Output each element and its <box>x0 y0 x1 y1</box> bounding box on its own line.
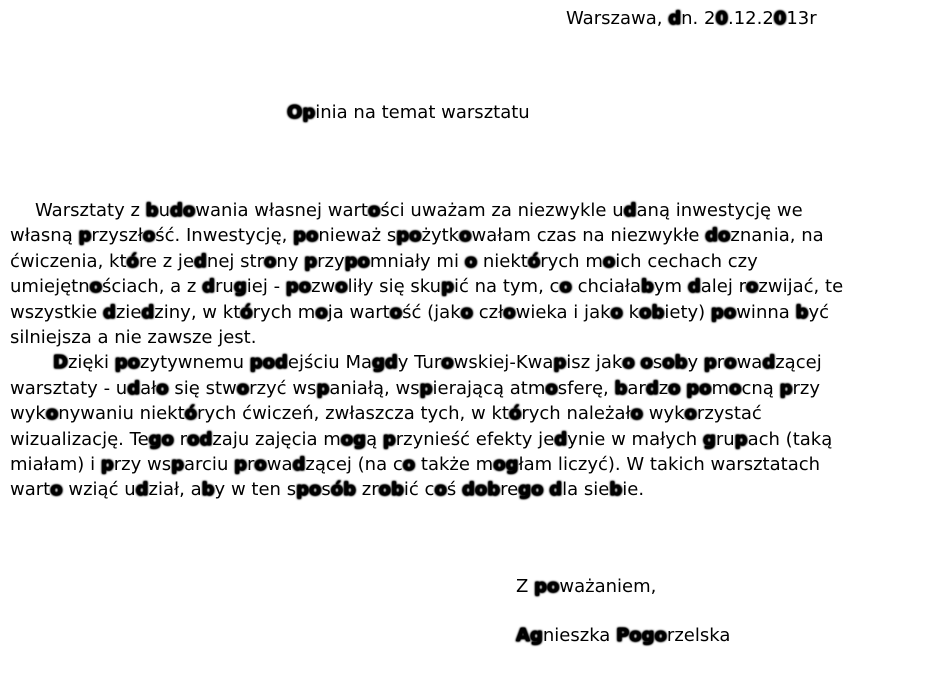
body-line: ćwiczenia, które z jednej strony przypomniały mi o niektórych moich cechach czy <box>10 250 758 272</box>
body-line: wszystkie dziedziny, w których moja wartość (jako człowieka i jako kobiety) powinna być <box>10 301 829 323</box>
body-line: Warsztaty z budowania własnej wartości uważam za niezwykle udaną inwestycję we <box>35 200 803 221</box>
date-line: Warszawa, dn. 20.12.2013r <box>566 8 817 29</box>
body-line: silniejsza a nie zawsze jest. <box>10 326 257 348</box>
body-line: wizualizację. Tego rodzaju zajęcia mogą przynieść efekty jedynie w małych grupach (taką <box>10 428 833 450</box>
signature-name: Agnieszka Pogorzelska <box>516 625 731 646</box>
body-line: miałam) i przy wsparciu prowadzącej (na co także mogłam liczyć). W takich warsztatach <box>10 453 821 475</box>
document-body <box>10 198 928 503</box>
document-title: Opinia na temat warsztatu <box>287 102 530 123</box>
body-line: warto wziąć udział, aby w ten sposób zrobić coś dobrego dla siebie. <box>10 479 645 501</box>
closing-line: Z poważaniem, <box>516 576 657 597</box>
body-line: warsztaty - udało się stworzyć wspaniałą, wspierającą atmosferę, bardzo pomocną przy <box>10 377 820 399</box>
body-line: umiejętnościach, a z drugiej - pozwoliły się skupić na tym, co chciałabym dalej rozwijać, te <box>10 276 844 298</box>
body-line: wykonywaniu niektórych ćwiczeń, zwłaszcza tych, w których należało wykorzystać <box>10 403 762 425</box>
body-line: własną przyszłość. Inwestycję, ponieważ spożytkowałam czas na niezwykłe doznania, na <box>10 225 824 247</box>
body-line: Dzięki pozytywnemu podejściu Magdy Turowskiej-Kwapisz jako osoby prowadzącej <box>53 352 822 374</box>
